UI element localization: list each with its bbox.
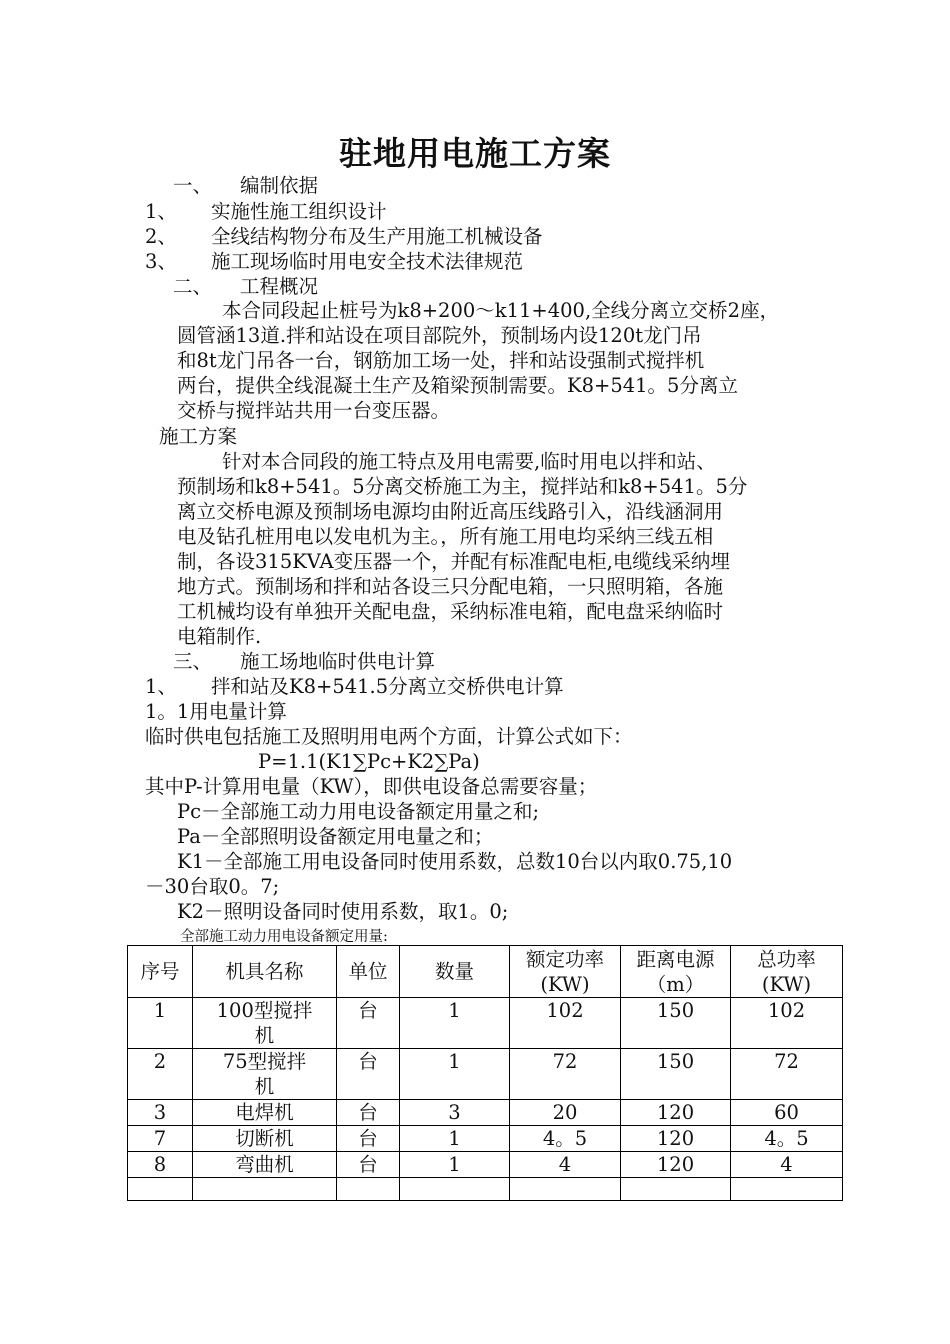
definition-line: Pa－全部照明设备额定用电量之和；: [177, 825, 494, 848]
table-cell: 120: [621, 1152, 731, 1178]
basis-text: 实施性施工组织设计: [211, 200, 387, 223]
calc-heading: [145, 674, 564, 699]
table-cell: 1: [400, 1152, 510, 1178]
table-cell: 切断机: [193, 1126, 337, 1152]
table-cell: 3: [128, 1100, 193, 1126]
basis-text: 全线结构物分布及生产用施工机械设备: [211, 225, 543, 248]
table-cell: 72: [510, 1049, 621, 1100]
overview-line: 圆管涵13道.拌和站设在项目部院外，预制场内设120t龙门吊: [177, 324, 702, 347]
overview-line: 本合同段起止桩号为k8+200～k11+400,全线分离立交桥2座，: [222, 299, 780, 322]
table-cell: 2: [128, 1049, 193, 1100]
equipment-table: [127, 945, 843, 1201]
overview-line: 和8t龙门吊各一台，钢筋加工场一处，拌和站设强制式搅拌机: [177, 349, 705, 372]
table-cell: 102: [731, 998, 843, 1049]
table-cell: 150: [621, 998, 731, 1049]
section-1-title: 编制依据: [240, 174, 319, 197]
table-cell: 120: [621, 1100, 731, 1126]
table-cell: 60: [731, 1100, 843, 1126]
table-cell: 台: [337, 998, 400, 1049]
plan-line: 地方式。预制场和拌和站各设三只分配电箱，一只照明箱，各施: [177, 575, 724, 598]
section-2-heading: [173, 274, 318, 299]
definition-line: －30台取0。7;: [145, 875, 280, 898]
basis-number: 1、: [145, 200, 177, 223]
plan-line: 针对本合同段的施工特点及用电需要,临时用电以拌和站、: [222, 450, 716, 473]
table-row: [128, 998, 843, 1049]
table-cell: 4: [731, 1152, 843, 1178]
section-3-title: 施工场地临时供电计算: [240, 650, 436, 673]
table-cell: 4。5: [510, 1126, 621, 1152]
table-cell: 120: [621, 1126, 731, 1152]
table-cell: 1: [400, 1126, 510, 1152]
definition-line: K2－照明设备同时使用系数，取1。0;: [177, 900, 509, 923]
plan-line: 离立交桥电源及预制场电源均由附近高压线路引入，沿线涵洞用: [177, 500, 724, 523]
plan-line: 制，各设315KVA变压器一个，并配有标准配电柜,电缆线采纳埋: [177, 550, 730, 573]
basis-item: [145, 199, 387, 224]
table-row: [128, 1126, 843, 1152]
table-row: [128, 1049, 843, 1100]
header-cell: 总功率 (KW): [731, 946, 843, 998]
header-cell: 距离电源 （m）: [621, 946, 731, 998]
table-cell: 150: [621, 1049, 731, 1100]
table-cell: [193, 1178, 337, 1201]
table-cell: [337, 1178, 400, 1201]
table-caption: 全部施工动力用电设备额定用量:: [180, 929, 388, 945]
section-1-number: 一、: [173, 174, 213, 197]
table-cell: 72: [731, 1049, 843, 1100]
table-cell: 1: [128, 998, 193, 1049]
table-cell: 3: [400, 1100, 510, 1126]
definition-line: K1－全部施工用电设备同时使用系数，总数10台以内取0.75,10: [177, 850, 733, 873]
table-cell: [731, 1178, 843, 1201]
definition-line: 其中P-计算用电量（KW），即供电设备总需要容量；: [145, 775, 598, 798]
basis-item: [145, 249, 523, 274]
table-cell: 8: [128, 1152, 193, 1178]
plan-heading: 施工方案: [159, 425, 238, 448]
section-1-heading: [173, 173, 318, 198]
table-row-empty: [128, 1178, 843, 1201]
table-cell: 4: [510, 1152, 621, 1178]
definition-line: Pc－全部施工动力用电设备额定用量之和;: [177, 800, 540, 823]
section-2-title: 工程概况: [240, 275, 319, 298]
plan-line: 预制场和k8+541。5分离交桥施工为主，搅拌站和k8+541。5分: [177, 475, 748, 498]
plan-line: 电箱制作.: [177, 625, 262, 648]
table-cell: 弯曲机: [193, 1152, 337, 1178]
table-cell: 1: [400, 998, 510, 1049]
overview-line: 交桥与搅拌站共用一台变压器。: [177, 399, 451, 422]
section-3-number: 三、: [173, 650, 213, 673]
calc-intro: 临时供电包括施工及照明用电两个方面，计算公式如下：: [145, 725, 633, 748]
header-cell: 序号: [128, 946, 193, 998]
basis-item: [145, 224, 543, 249]
calc-subheading: 1。1用电量计算: [145, 700, 287, 723]
section-2-number: 二、: [173, 275, 213, 298]
table-row: [128, 1152, 843, 1178]
header-cell: 机具名称: [193, 946, 337, 998]
header-cell: 单位: [337, 946, 400, 998]
section-3-heading: [173, 649, 435, 674]
table-cell: 台: [337, 1152, 400, 1178]
table-cell: 4。5: [731, 1126, 843, 1152]
table-cell: [400, 1178, 510, 1201]
table-cell: 台: [337, 1126, 400, 1152]
table-cell: 20: [510, 1100, 621, 1126]
table-row: [128, 1100, 843, 1126]
plan-line: 工机械均设有单独开关配电盘，采纳标准电箱，配电盘采纳临时: [177, 600, 724, 623]
table-cell: [510, 1178, 621, 1201]
table-cell: 电焊机: [193, 1100, 337, 1126]
basis-number: 2、: [145, 225, 177, 248]
table-cell: 102: [510, 998, 621, 1049]
table-header-row: [128, 946, 843, 998]
header-cell: 额定功率 (KW): [510, 946, 621, 998]
table-cell: [128, 1178, 193, 1201]
table-cell: [621, 1178, 731, 1201]
table-cell: 100型搅拌 机: [193, 998, 337, 1049]
table-cell: 台: [337, 1049, 400, 1100]
table-cell: 1: [400, 1049, 510, 1100]
plan-line: 电及钻孔桩用电以发电机为主。，所有施工用电均采纳三线五相: [177, 525, 714, 548]
calc-title: 拌和站及K8+541.5分离立交桥供电计算: [211, 675, 564, 698]
formula: P=1.1(K1∑Pc+K2∑Pa): [258, 750, 480, 773]
table-cell: 台: [337, 1100, 400, 1126]
header-cell: 数量: [400, 946, 510, 998]
table-cell: 7: [128, 1126, 193, 1152]
basis-text: 施工现场临时用电安全技术法律规范: [211, 250, 524, 273]
page-title: 驻地用电施工方案: [339, 134, 611, 173]
table-cell: 75型搅拌 机: [193, 1049, 337, 1100]
basis-number: 3、: [145, 250, 177, 273]
calc-number: 1、: [145, 675, 177, 698]
overview-line: 两台，提供全线混凝土生产及箱梁预制需要。K8+541。5分离立: [177, 374, 738, 397]
